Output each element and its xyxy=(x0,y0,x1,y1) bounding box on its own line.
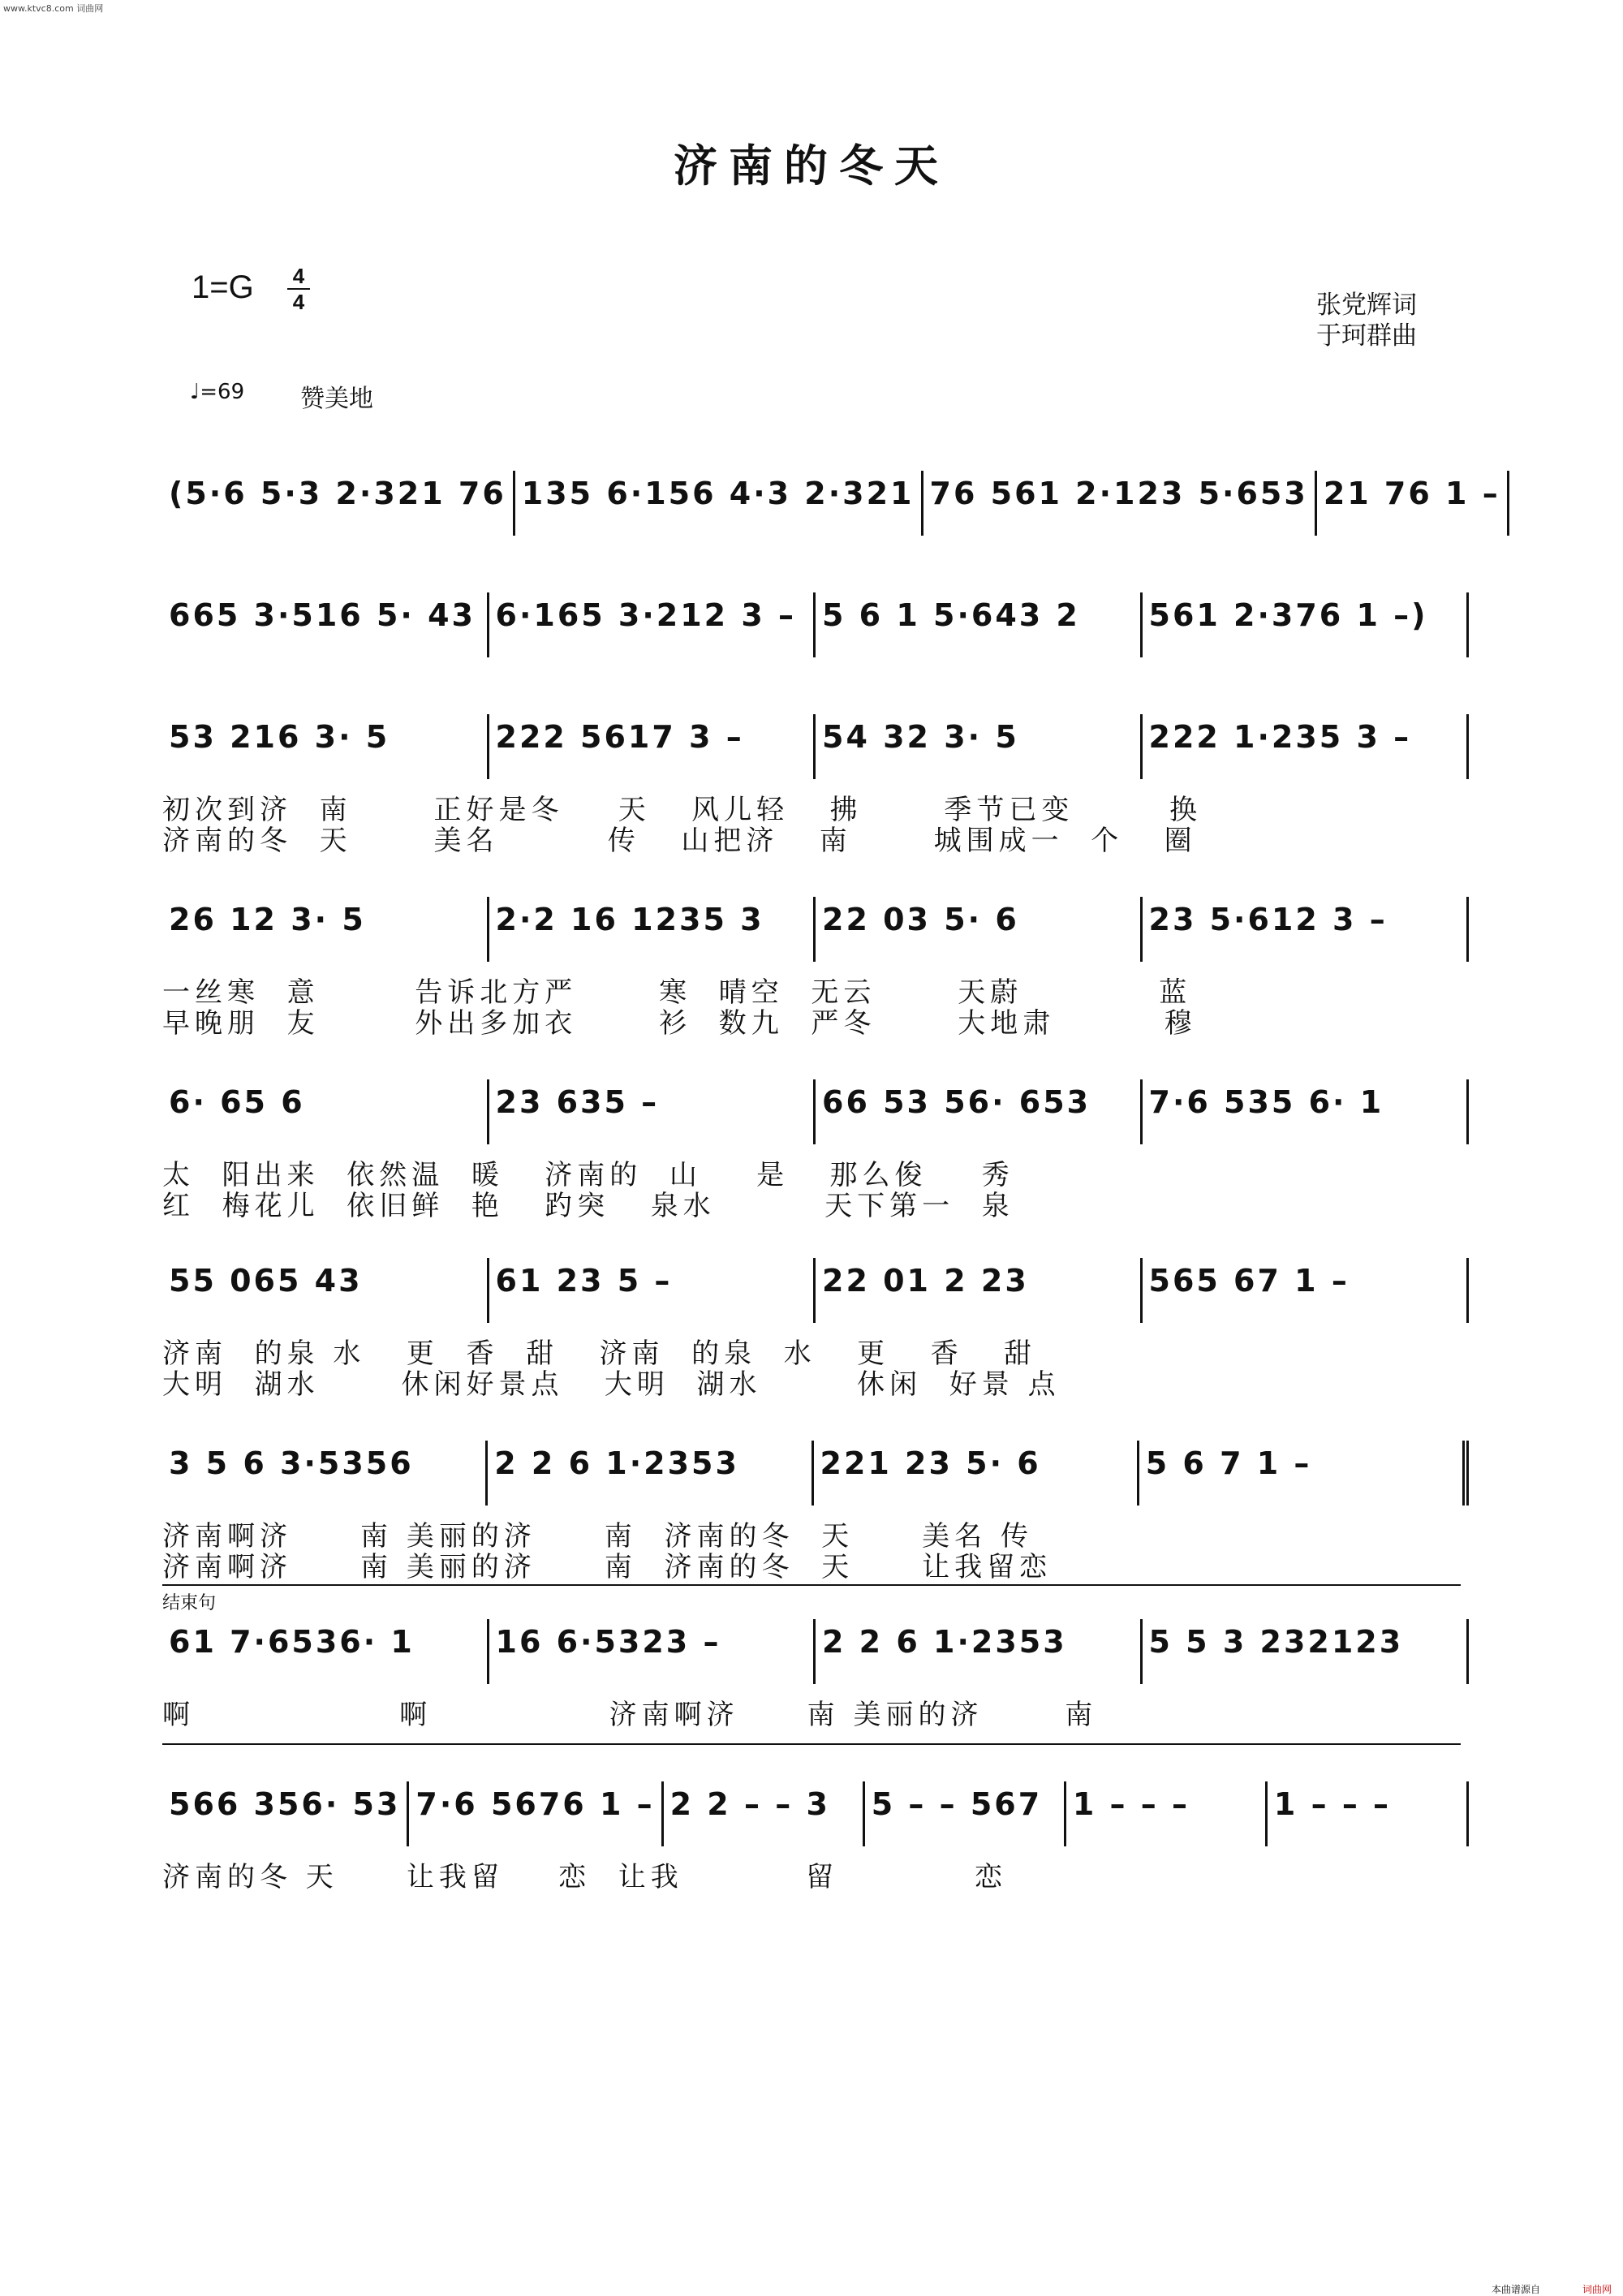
lyricist: 张党辉词 xyxy=(1316,291,1417,320)
measure xyxy=(162,592,489,657)
measure-notes: 561 2·376 1 –) xyxy=(1148,597,1428,633)
coda-label: 结束句 xyxy=(162,1593,217,1613)
lyric-line: 太 阳出来 依然温 暖 济南的 山 是 那么俊 秀 xyxy=(162,1159,1014,1191)
measure xyxy=(1143,1619,1470,1684)
measure xyxy=(1143,1079,1470,1144)
lyric-line: 济南的冬 天 让我留 恋 让我 留 恋 xyxy=(162,1861,1008,1893)
measure-notes: 66 53 56· 653 xyxy=(822,1084,1091,1120)
lyric-line: 大明 湖水 休闲好景点 大明 湖水 休闲 好景 点 xyxy=(162,1368,1061,1401)
measure xyxy=(162,1781,409,1846)
measure-notes: 1 – – – xyxy=(1273,1786,1392,1822)
time-top: 4 xyxy=(292,264,305,288)
measure-notes: 1 – – – xyxy=(1072,1786,1190,1822)
measure-notes: 61 23 5 – xyxy=(495,1263,673,1299)
footer-right: 词曲网 xyxy=(1582,2284,1612,2295)
coda-bracket-line-2 xyxy=(162,1743,1461,1745)
measure xyxy=(816,1258,1143,1323)
key-signature: 1=G xyxy=(192,269,254,305)
measure xyxy=(489,1258,816,1323)
lyric-line: 济南的冬 天 美名 传 山把济 南 城围成一 个 圈 xyxy=(162,825,1197,857)
lyric-line: 济南啊济 南 美丽的济 南 济南的冬 天 让我留恋 xyxy=(162,1551,1053,1583)
measure-notes: 565 67 1 – xyxy=(1148,1263,1350,1299)
measure xyxy=(489,897,816,962)
measure-notes: 2 2 – – 3 xyxy=(669,1786,830,1822)
measure-notes: 5 6 1 5·643 2 xyxy=(822,597,1080,633)
measure-notes: 2 2 6 1·2353 xyxy=(822,1624,1067,1660)
measure-notes: 5 6 7 1 – xyxy=(1145,1445,1312,1481)
measure-notes: 5 – – 567 xyxy=(871,1786,1043,1822)
measure-notes: 5 5 3 232123 xyxy=(1148,1624,1404,1660)
lyric-line: 啊 啊 济南啊济 南 美丽的济 南 xyxy=(162,1699,1098,1731)
lyric-line: 济南 的泉 水 更 香 甜 济南 的泉 水 更 香 甜 xyxy=(162,1338,1036,1370)
measure xyxy=(1143,897,1470,962)
measure-notes: 221 23 5· 6 xyxy=(820,1445,1041,1481)
measure xyxy=(923,471,1317,536)
measure-notes: 54 32 3· 5 xyxy=(822,719,1019,755)
lyric-line: 早晚朋 友 外出多加衣 衫 数九 严冬 大地肃 穆 xyxy=(162,1007,1197,1040)
lyric-line: 一丝寒 意 告诉北方严 寒 晴空 无云 天蔚 蓝 xyxy=(162,976,1192,1009)
measure-notes: 22 03 5· 6 xyxy=(822,902,1019,937)
measure xyxy=(162,1258,489,1323)
source-watermark: www.ktvc8.com 词曲网 xyxy=(3,3,104,14)
measure xyxy=(162,897,489,962)
measure xyxy=(489,1079,816,1144)
measure xyxy=(162,1079,489,1144)
measure xyxy=(162,714,489,779)
notation-system xyxy=(162,714,1469,857)
measure xyxy=(816,714,1143,779)
measure-notes: 566 356· 53 xyxy=(169,1786,401,1822)
notation-system xyxy=(162,1079,1469,1222)
measure-notes: (5·6 5·3 2·321 76 xyxy=(169,476,506,511)
measure xyxy=(816,1619,1143,1684)
time-signature xyxy=(287,265,310,313)
measure-notes: 7·6 535 6· 1 xyxy=(1148,1084,1384,1120)
coda-bracket-line xyxy=(162,1584,1461,1586)
measure-notes: 26 12 3· 5 xyxy=(169,902,366,937)
measure-notes: 6· 65 6 xyxy=(169,1084,305,1120)
footer-left: 本曲谱源自 xyxy=(1492,2284,1541,2295)
measure-notes: 16 6·5323 – xyxy=(495,1624,721,1660)
measure xyxy=(409,1781,663,1846)
measure xyxy=(664,1781,865,1846)
measure xyxy=(489,592,816,657)
song-title: 济南的冬天 xyxy=(674,140,949,192)
measure xyxy=(816,1079,1143,1144)
measure xyxy=(1143,714,1470,779)
notation-system xyxy=(162,897,1469,1040)
lyric-line: 红 梅花儿 依旧鲜 艳 趵突 泉水 天下第一 泉 xyxy=(162,1190,1014,1222)
measure xyxy=(1143,1258,1470,1323)
measure xyxy=(1268,1781,1469,1846)
measure-notes: 135 6·156 4·3 2·321 xyxy=(521,476,915,511)
measure-notes: 22 01 2 23 xyxy=(822,1263,1029,1299)
notation-system xyxy=(162,592,1469,657)
lyric-line: 初次到济 南 正好是冬 天 风儿轻 拂 季节已变 换 xyxy=(162,794,1203,826)
notation-system xyxy=(162,1441,1469,1583)
notation-system xyxy=(162,1258,1469,1401)
measure xyxy=(816,592,1143,657)
measure xyxy=(162,1619,489,1684)
measure xyxy=(1139,1441,1469,1506)
measure xyxy=(865,1781,1066,1846)
measure-notes: 665 3·516 5· 43 xyxy=(169,597,476,633)
measure-notes: 61 7·6536· 1 xyxy=(169,1624,415,1660)
measure xyxy=(162,471,515,536)
measure xyxy=(816,897,1143,962)
expression-marking: 赞美地 xyxy=(300,385,373,413)
measure xyxy=(1143,592,1470,657)
measure-notes: 3 5 6 3·5356 xyxy=(169,1445,414,1481)
measure-notes: 53 216 3· 5 xyxy=(169,719,390,755)
measure xyxy=(1317,471,1509,536)
measure-notes: 23 5·612 3 – xyxy=(1148,902,1388,937)
measure-notes: 23 635 – xyxy=(495,1084,660,1120)
measure-notes: 6·165 3·212 3 – xyxy=(495,597,797,633)
lyric-line: 济南啊济 南 美丽的济 南 济南的冬 天 美名 传 xyxy=(162,1520,1033,1553)
composer: 于珂群曲 xyxy=(1316,321,1417,351)
measure-notes: 55 065 43 xyxy=(169,1263,363,1299)
measure-notes: 2·2 16 1235 3 xyxy=(495,902,764,937)
measure xyxy=(488,1441,813,1506)
measure-notes: 222 5617 3 – xyxy=(495,719,744,755)
measure xyxy=(489,1619,816,1684)
measure xyxy=(1066,1781,1268,1846)
measure xyxy=(162,1441,488,1506)
measure-notes: 7·6 5676 1 – xyxy=(415,1786,655,1822)
notation-system xyxy=(162,1781,1469,1893)
measure xyxy=(515,471,923,536)
measure xyxy=(489,714,816,779)
tempo-marking: ♩=69 xyxy=(190,380,245,404)
measure-notes: 76 561 2·123 5·653 xyxy=(929,476,1308,511)
measure-notes: 2 2 6 1·2353 xyxy=(494,1445,739,1481)
notation-system xyxy=(162,1619,1469,1731)
notation-system xyxy=(162,471,1500,536)
measure xyxy=(814,1441,1139,1506)
time-bottom: 4 xyxy=(292,290,305,314)
measure-notes: 21 76 1 – xyxy=(1323,476,1500,511)
measure-notes: 222 1·235 3 – xyxy=(1148,719,1412,755)
